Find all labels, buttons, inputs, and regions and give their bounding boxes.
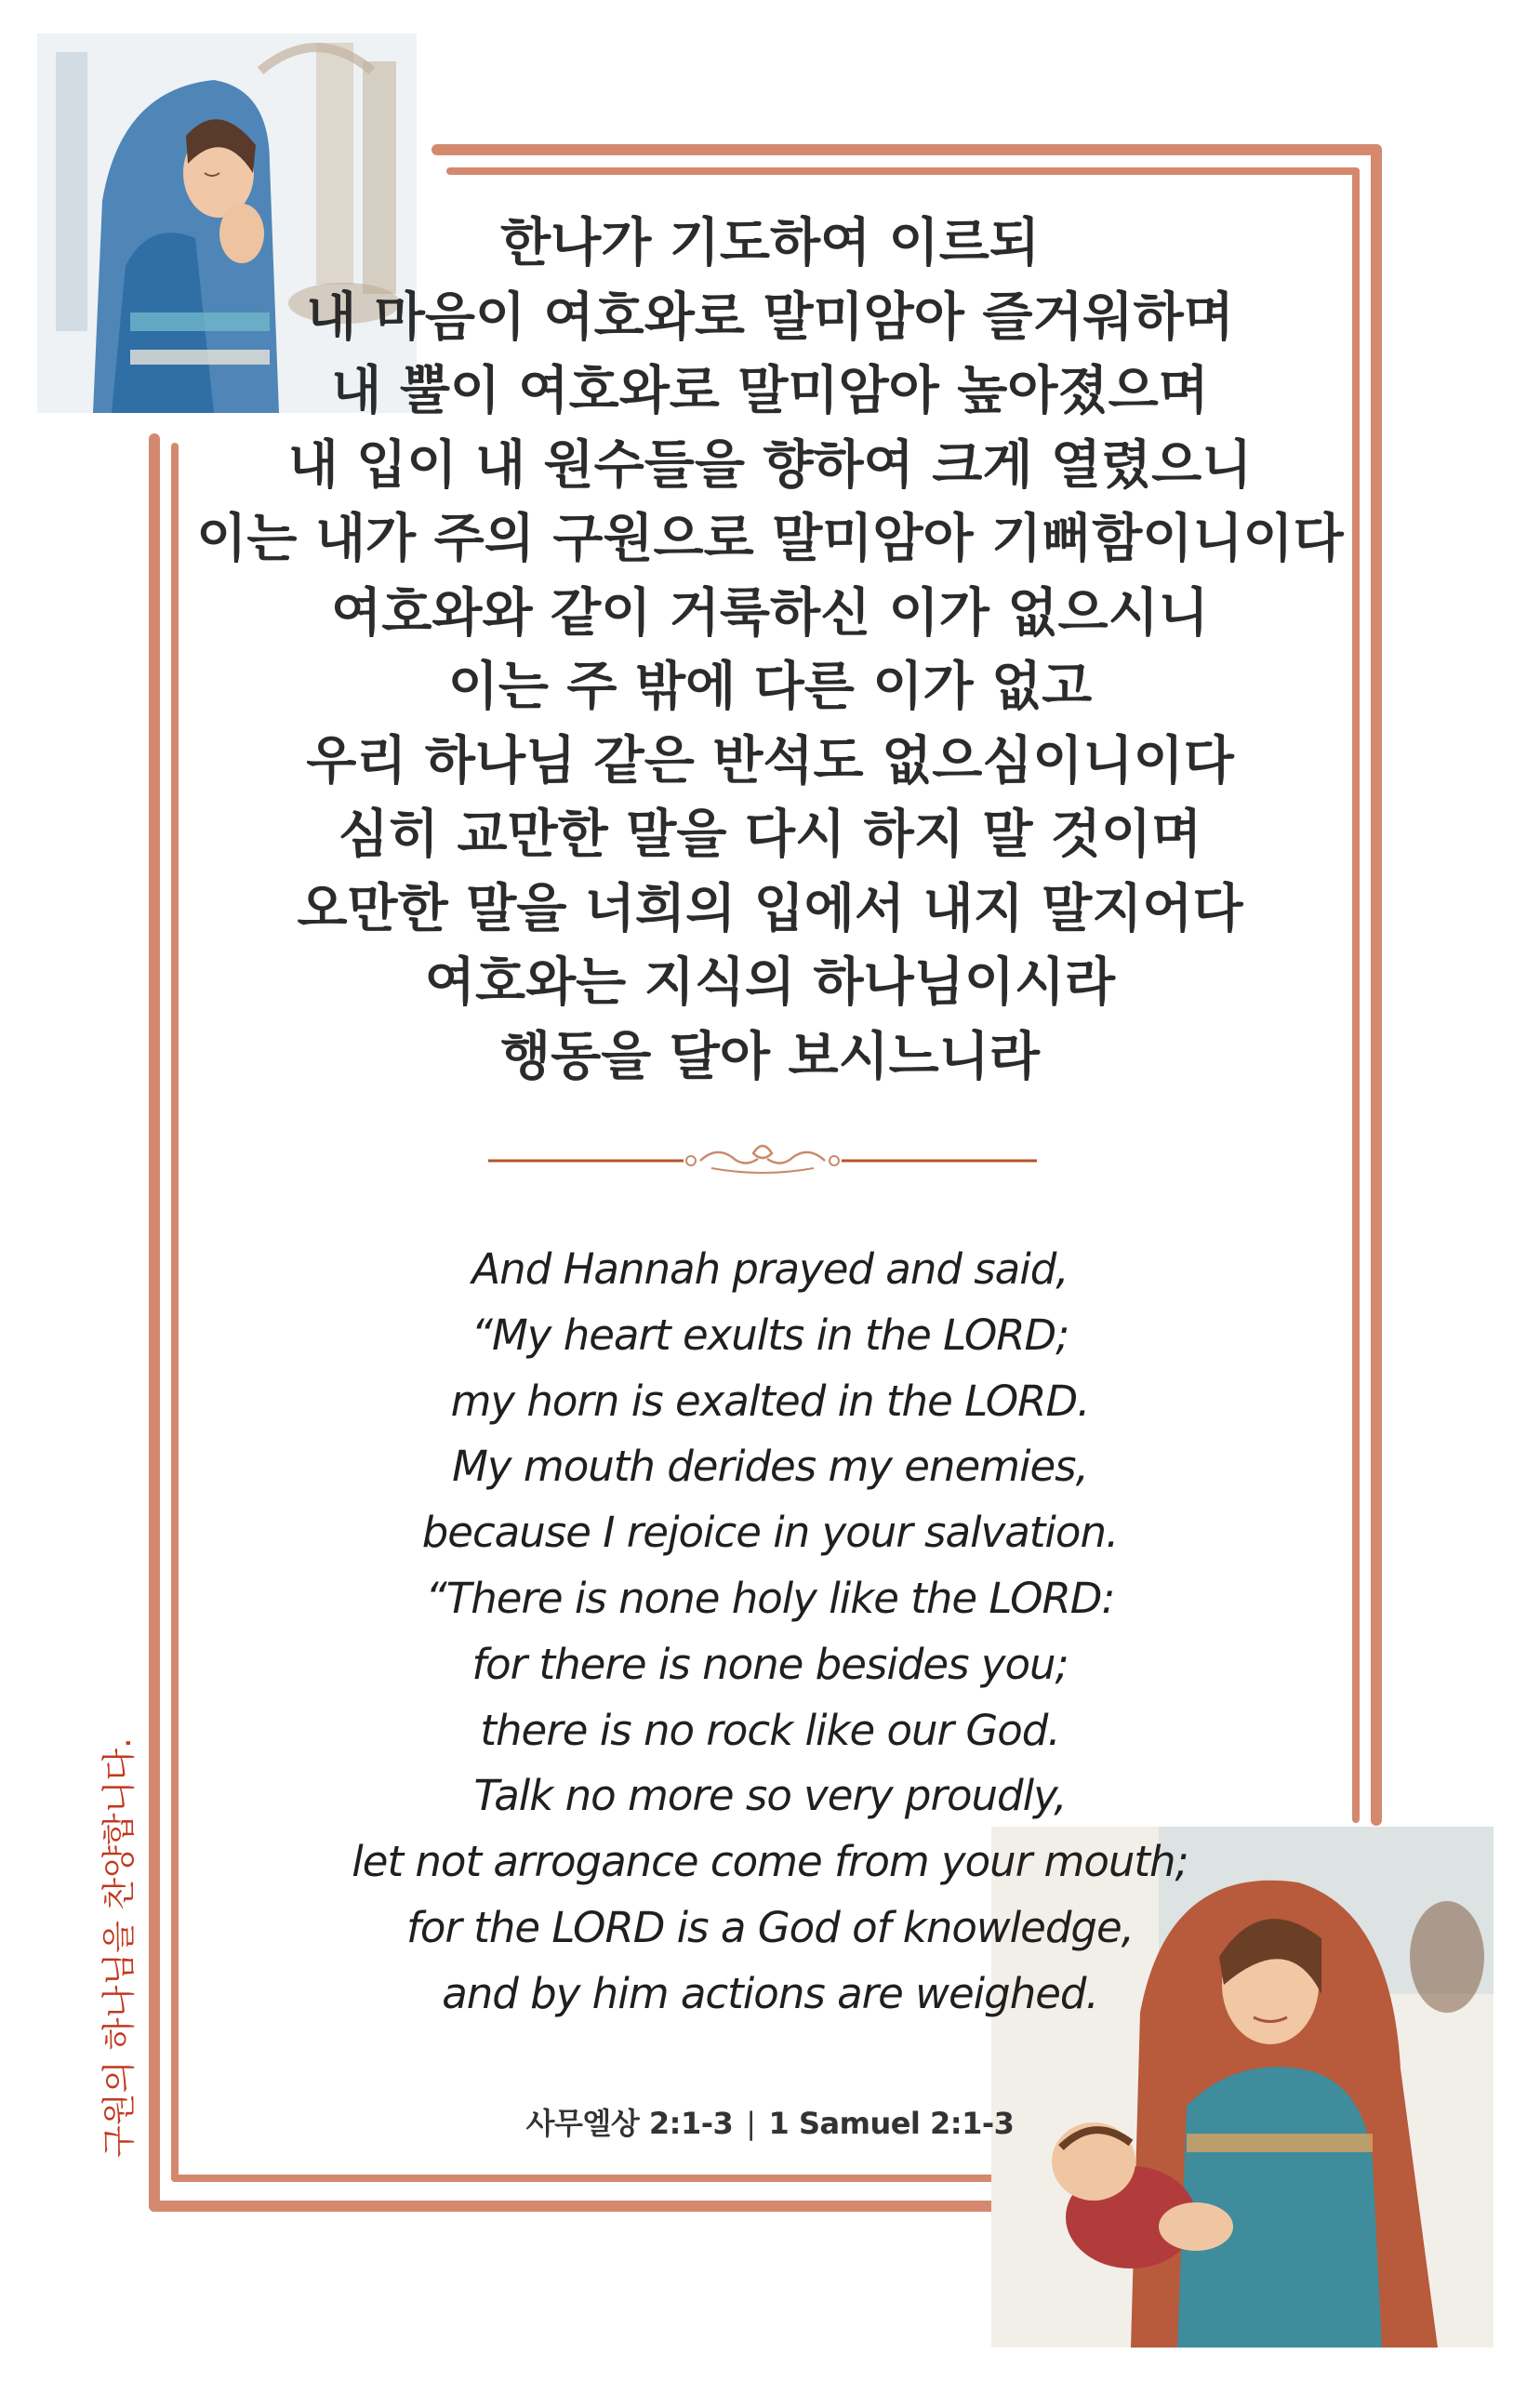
korean-verse: [167, 206, 1373, 1094]
reference-english: 1 Samuel 2:1-3: [768, 2106, 1015, 2141]
korean-verse-line: 행동을 달아 보시느니라: [500, 1026, 1040, 1087]
english-verse-line: for the LORD is a God of knowledge,: [406, 1902, 1134, 1952]
korean-verse-line: 심히 교만한 말을 다시 하지 말 것이며: [338, 805, 1202, 865]
frame-bottom-outer: [149, 2201, 1004, 2212]
scripture-reference: [400, 2100, 1140, 2143]
english-verse: [242, 1237, 1298, 2028]
korean-verse-line: 이는 내가 주의 구원으로 말미암아 기뻐함이니이다: [196, 509, 1344, 569]
english-verse-line: And Hannah prayed and said,: [471, 1244, 1069, 1294]
english-verse-line: there is no rock like our God.: [480, 1705, 1060, 1755]
frame-left-outer: [149, 433, 160, 2212]
english-verse-line: “My heart exults in the LORD;: [471, 1310, 1069, 1360]
korean-verse-line: 이는 주 밖에 다른 이가 없고: [447, 657, 1093, 717]
english-verse-line: let not arrogance come from your mouth;: [352, 1837, 1188, 1887]
english-verse-line: Talk no more so very proudly,: [473, 1771, 1067, 1821]
korean-verse-line: 내 뿔이 여호와로 말미암아 높아졌으며: [331, 361, 1209, 421]
frame-top-outer: [431, 144, 1382, 155]
english-verse-line: my horn is exalted in the LORD.: [450, 1376, 1090, 1426]
frame-bottom-inner: [171, 2175, 1008, 2182]
english-verse-line: My mouth derides my enemies,: [452, 1442, 1088, 1492]
korean-verse-line: 내 마음이 여호와로 말미암아 즐거워하며: [306, 286, 1234, 348]
english-verse-line: because I rejoice in your salvation.: [421, 1508, 1119, 1558]
english-verse-line: and by him actions are weighed.: [442, 1968, 1098, 2018]
korean-verse-line: 여호와와 같이 거룩하신 이가 없으시니: [331, 582, 1209, 644]
frame-top-inner: [446, 167, 1360, 175]
reference-korean: 사무엘상 2:1-3: [525, 2106, 734, 2141]
side-caption: 구원의 하나님을 찬양합니다.: [100, 1737, 139, 2158]
flourish-divider-icon: [488, 1140, 1037, 1181]
korean-verse-line: 한나가 기도하여 이르되: [500, 213, 1040, 273]
korean-verse-line: 우리 하나님 같은 반석도 없으심이니이다: [306, 730, 1234, 791]
english-verse-line: for there is none besides you;: [471, 1639, 1069, 1689]
korean-verse-line: 오만한 말을 너희의 입에서 내지 말지어다: [297, 878, 1243, 939]
reference-separator: |: [746, 2106, 756, 2141]
korean-verse-line: 내 입이 내 원수들을 향하여 크게 열렸으니: [287, 434, 1253, 496]
english-verse-line: “There is none holy like the LORD:: [425, 1573, 1115, 1623]
korean-verse-line: 여호와는 지식의 하나님이시라: [424, 952, 1116, 1013]
